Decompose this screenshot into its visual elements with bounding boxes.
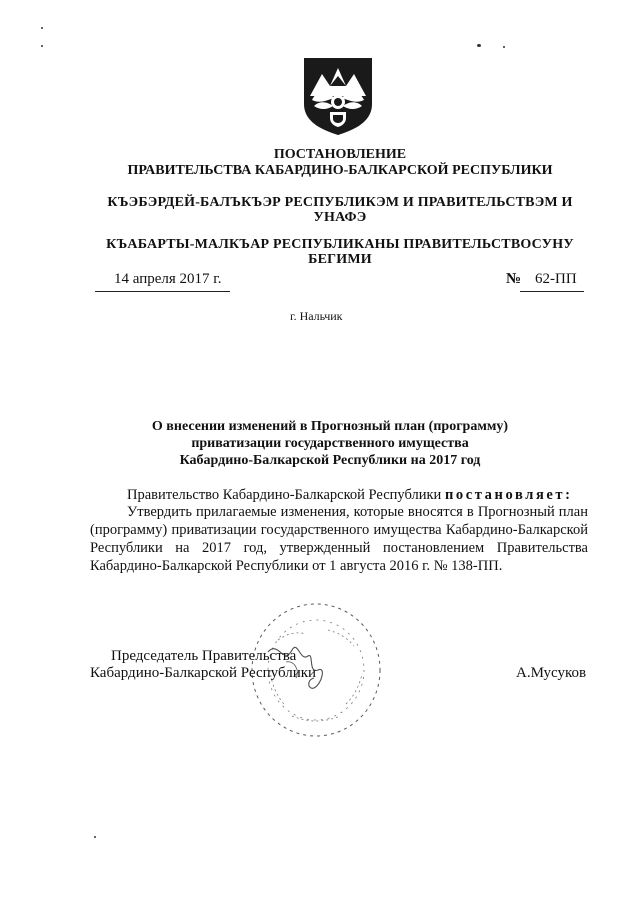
document-date: 14 апреля 2017 г. (114, 271, 222, 287)
issuer-name-karachay-balkar-line1: КЪАБАРТЫ-МАЛКЪАР РЕСПУБЛИКАНЫ ПРАВИТЕЛЬСТВОСУНУ (106, 237, 574, 252)
document-number: 62-ПП (535, 271, 577, 287)
issuer-name-karachay-balkar-line2: БЕГИМИ (308, 252, 372, 267)
document-type-title: ПОСТАНОВЛЕНИЕ (273, 147, 407, 162)
scan-speck (94, 836, 96, 838)
scan-speck (503, 46, 505, 48)
issuer-name-karachay-balkar (100, 237, 580, 267)
scan-speck (41, 27, 43, 29)
issuer-name-kabardian-line1: КЪЭБЭРДЕЙ-БАЛЪКЪЭР РЕСПУБЛИКЭМ И ПРАВИТЕЛЬСТВЭМ И (107, 195, 573, 210)
document-subject (120, 418, 540, 469)
signatory-name: А.Мусуков (516, 665, 587, 681)
subject-line3: Кабардино-Балкарской Республики на 2017 год (179, 453, 481, 468)
coat-of-arms-emblem (300, 56, 376, 136)
signatory-position-line2: Кабардино-Балкарской Республики (90, 665, 317, 681)
issuer-name-kabardian (100, 195, 580, 225)
resolution-preamble (90, 486, 588, 504)
official-seal-stamp (248, 600, 384, 740)
scan-speck (41, 45, 43, 47)
subject-line2: приватизации государственного имущества (191, 436, 469, 451)
issuer-name-russian: ПРАВИТЕЛЬСТВА КАБАРДИНО-БАЛКАРСКОЙ РЕСПУБЛИКИ (127, 163, 553, 178)
number-sign: № (506, 271, 522, 287)
signatory-position-line1: Председатель Правительства (111, 648, 297, 664)
preamble-text: Правительство Кабардино-Балкарской Республики (127, 487, 445, 503)
number-underline (520, 291, 584, 292)
scan-speck (477, 44, 481, 47)
subject-line1: О внесении изменений в Прогнозный план (программу) (151, 419, 509, 434)
issuer-name-kabardian-line2: УНАФЭ (313, 210, 367, 225)
city-name: г. Нальчик (290, 309, 343, 323)
date-underline (95, 291, 230, 292)
resolves-word: постановляет: (444, 487, 573, 503)
resolution-body-paragraph: Утвердить прилагаемые изменения, которые вносятся в Прогнозный план (программу) приватизации государственного имущества Кабардино-Балкарской Республики на 2017 год, утвержденный постановлением Правительства Кабардино-Балкарской Республики от 1 августа 2016 г. № 138-ПП. (90, 504, 588, 574)
